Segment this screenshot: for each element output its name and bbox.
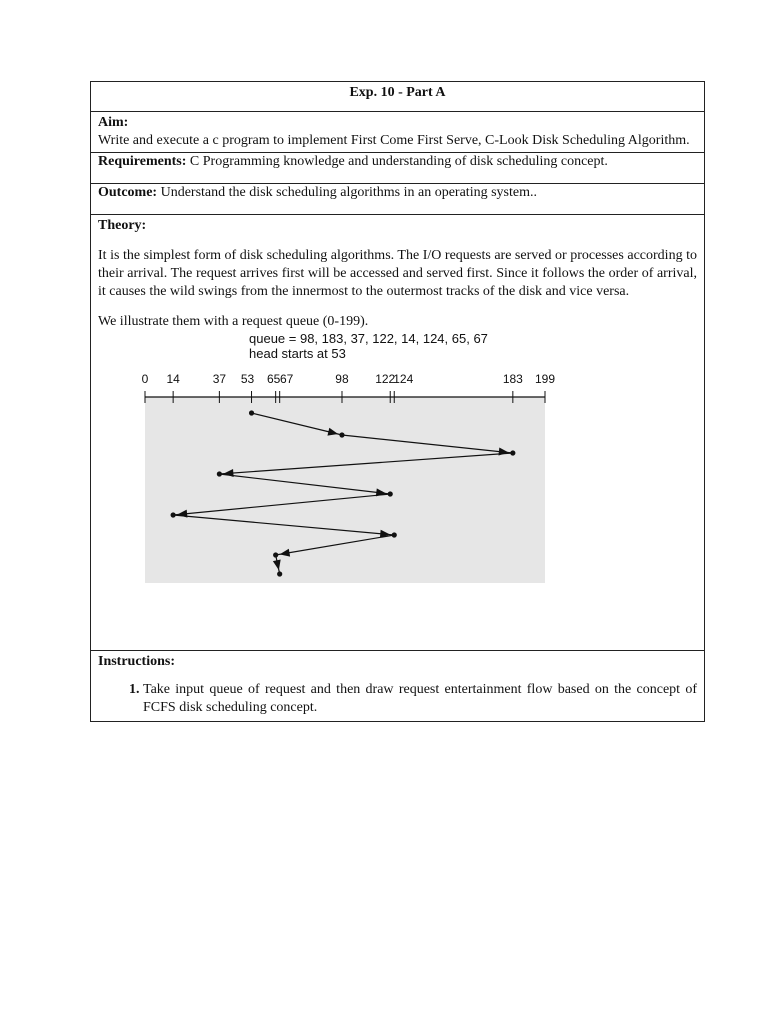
request-point: [273, 552, 278, 557]
axis-tick-label: 65: [266, 372, 281, 386]
aim-cell: [91, 112, 705, 153]
requirements-text: C Programming knowledge and understanding of disk scheduling concept.: [189, 154, 608, 169]
instruction-item: 1. Take input queue of request and then draw request entertainment flow based on the concept of FCFS disk scheduling concept.: [143, 681, 697, 717]
axis-tick-label: 124: [393, 372, 414, 386]
head-start-label: head starts at 53: [249, 346, 346, 361]
outcome-cell: [91, 184, 705, 215]
request-point: [217, 471, 222, 476]
theory-label: Theory:: [98, 218, 147, 233]
request-point: [510, 450, 515, 455]
instructions-list: [98, 681, 697, 717]
axis-tick-label: 0: [141, 372, 149, 386]
request-point: [249, 410, 254, 415]
queue-label: queue = 98, 183, 37, 122, 14, 124, 65, 67: [249, 331, 488, 346]
request-point: [339, 432, 344, 437]
outcome-text: Understand the disk scheduling algorithms in an operating system..: [160, 185, 537, 200]
request-point: [392, 532, 397, 537]
instructions-cell: [91, 651, 705, 722]
theory-paragraph: It is the simplest form of disk scheduling algorithms. The I/O requests are served or processes according to their arrival. The request arrives first will be accessed and served first. Since it follows the order of arrival, it causes the wild swings from the innermost to the outermost tracks of the disk and vice versa.: [98, 248, 697, 299]
axis-tick-label: 14: [166, 372, 180, 386]
axis-tick-label: 199: [534, 372, 556, 386]
instructions-label: Instructions:: [98, 654, 176, 669]
axis-tick-label: 67: [279, 372, 294, 386]
axis-tick-label: 53: [240, 372, 255, 386]
aim-text: Write and execute a c program to implement First Come First Serve, C-Look Disk Scheduling Algorithm.: [98, 133, 690, 148]
axis-tick-label: 183: [502, 372, 523, 386]
diagram-background: [145, 397, 545, 583]
experiment-title: Exp. 10 - Part A: [91, 82, 705, 112]
axis-tick-label: 122: [375, 372, 396, 386]
aim-label: Aim:: [98, 115, 129, 130]
illustration-text: We illustrate them with a request queue (0-199).: [98, 314, 369, 329]
request-point: [388, 491, 393, 496]
axis-tick-label: 98: [335, 372, 349, 386]
axis-tick-label: 37: [212, 372, 227, 386]
requirements-label: Requirements:: [98, 154, 187, 169]
theory-cell: [91, 215, 705, 651]
outcome-label: Outcome:: [98, 185, 158, 200]
experiment-table: [90, 81, 705, 722]
fcfs-diagram: [141, 331, 561, 587]
requirements-cell: [91, 153, 705, 184]
request-point: [171, 512, 176, 517]
request-point: [277, 571, 282, 576]
